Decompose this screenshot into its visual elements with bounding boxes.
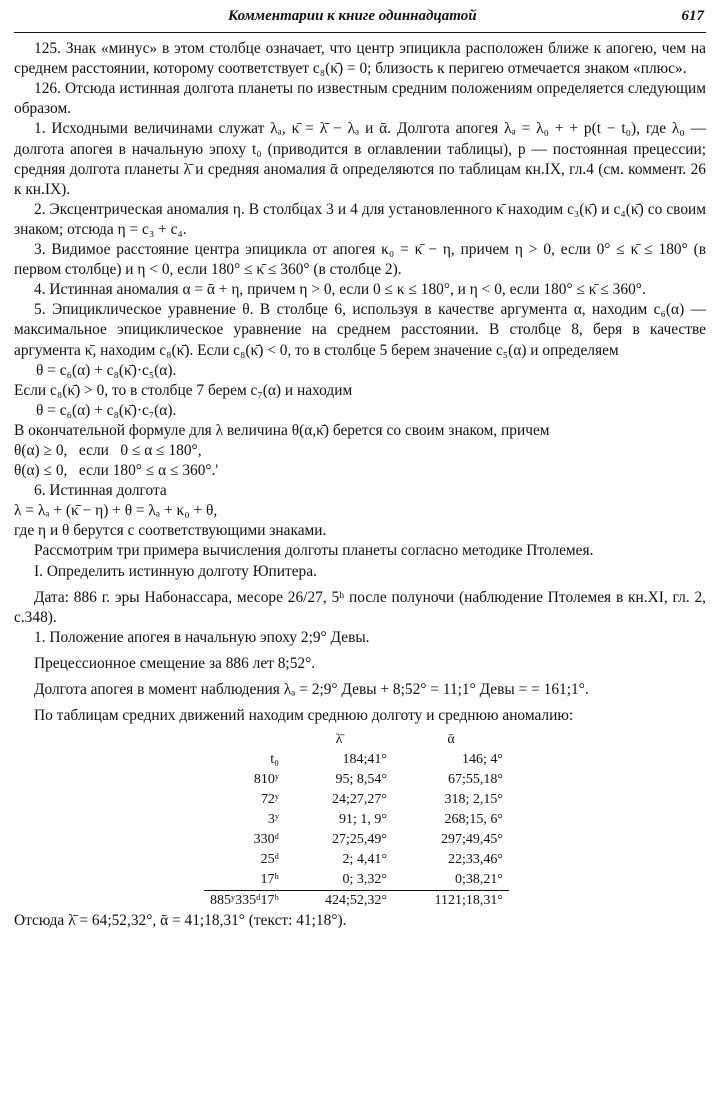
table-cell: 146; 4° [462,752,504,768]
condition-2: θ(α) ≤ 0, если 180° ≤ α ≤ 360°.' [14,462,219,480]
precession-shift: Прецессионное смещение за 886 лет 8;52°. [34,654,316,672]
table-cell: 91; 1, 9° [339,812,388,828]
table-row [204,750,509,770]
table-head-alpha: ᾱ [447,732,455,748]
comment-125: 125. Знак «минус» в этом столбце означает, что центр эпицикла расположен ближе к апогею, чем на среднем расстоянии, которому соответствует c₈(κ̄) = 0; близость к перигею отмечается знаком «плюс». [14,40,706,78]
step-1: 1. Исходными величинами служат λₐ, κ̄ = λ̄ − λₐ и ᾱ. Долгота апогея λₐ = λ₀ + + p(t − t₀), где λ₀ — долгота апогея в начальную эпоху t₀ (приводится в оглавлении таблицы), p — постоянная прецессии; средняя долгота планеты λ̄ и средняя аномалия ᾱ определяются по таблицам кн.IX, гл.4 (см. коммент. 26 к кн.IX). [14,120,706,198]
table-cell: 0; 3,32° [342,872,388,888]
table-cell: 95; 8,54° [335,772,388,788]
apogee-longitude: Долгота апогея в момент наблюдения λₐ = 2;9° Девы + 8;52° = 11;1° Девы = = 161;1°. [34,681,589,698]
table-row [204,790,509,810]
table-cell: 25ᵈ [260,852,280,868]
result-line: Отсюда λ̄ = 64;52,32°, ᾱ = 41;18,31° (текст: 41;18°). [14,912,347,930]
step-3: 3. Видимое расстояние центра эпицикла от апогея κ₀ = κ̄ − η, причем η > 0, если 0° ≤ κ̄ ≤ 180° (в первом столбце) и η < 0, если 180° ≤ κ̄ ≤ 360° (в столбце 2). [14,241,706,279]
table-cell: 330ᵈ [253,832,280,848]
table-cell: 0;38,21° [455,872,504,888]
page-number: 617 [681,8,704,24]
table-cell: 3ʸ [267,812,280,828]
table-total-row [204,891,509,912]
table-cell: 27;25,49° [332,832,388,848]
table-head-label [204,730,285,750]
step-2: 2. Эксцентрическая аномалия η. В столбцах 3 и 4 для установленного κ̄ находим c₃(κ̄) и c₄(κ̄) со своим знаком; отсюда η = c₃ + c₄. [14,200,706,238]
header-rule [14,32,706,33]
table-cell: 72ʸ [260,792,280,808]
examples-intro: Рассмотрим три примера вычисления долготы планеты согласно методике Птолемея. [34,542,594,560]
table-cell: 297;49,45° [441,832,504,848]
table-cell: 24;27,27° [332,792,388,808]
step-5: 5. Эпициклическое уравнение θ. В столбце 6, используя в качестве аргумента α, находим c₆(α) — максимальное эпициклическое уравнение на среднем расстоянии. В столбце 8, беря в качестве аргумента κ̄, находим c₈(κ̄). Если c₈(κ̄) < 0, то в столбце 5 берем значение c₅(α) и определяем [14,301,706,359]
table-head-lambda: λ̄ [335,732,343,748]
final-formula-note: В окончательной формуле для λ величина θ(α,κ̄) берется со своим знаком, причем [14,421,550,439]
mean-motions-intro: По таблицам средних движений находим среднюю долготу и среднюю аномалию: [34,707,574,725]
table-cell: 184;41° [342,752,388,768]
table-row [204,830,509,850]
table-cell: 22;33,46° [448,852,504,868]
formula-theta-2: θ = c₆(α) + c₈(κ̄)·c₇(α). [36,401,177,419]
sign-note: где η и θ берутся с соответствующими знаками. [14,522,327,540]
apogee-epoch: 1. Положение апогея в начальную эпоху 2;9° Девы. [34,628,370,646]
formula-lambda: λ = λₐ + (κ̄ − η) + θ = λₐ + κ₀ + θ, [14,502,218,520]
table-cell: 318; 2,15° [444,792,504,808]
condition-1: θ(α) ≥ 0, если 0 ≤ α ≤ 180°, [14,441,202,459]
step-5-cont: Если c₈(κ̄) > 0, то в столбце 7 берем c₇(α) и находим [14,381,353,399]
step-6: 6. Истинная долгота [34,482,167,500]
running-header [14,6,706,26]
table-cell: 2; 4,41° [342,852,388,868]
example-1-title: I. Определить истинную долготу Юпитера. [34,562,317,580]
table-cell: 268;15, 6° [444,812,504,828]
comment-126: 126. Отсюда истинная долгота планеты по известным средним положениям определяется следующим образом. [14,80,706,118]
header-title: Комментарии к книге одиннадцатой [228,8,477,24]
table-row [204,850,509,870]
table-cell: 67;55,18° [448,772,504,788]
table-row [204,770,509,790]
table-total-lambda: 424;52,32° [285,891,393,912]
table-cell: 17ʰ [260,872,280,888]
table-cell: t₀ [270,752,280,768]
table-total-label: 885ʸ335ᵈ17ʰ [204,891,285,912]
table-cell: 810ʸ [253,772,280,788]
example-1-date: Дата: 886 г. эры Набонассара, месоре 26/27, 5ʰ после полуночи (наблюдение Птолемея в кн.XI, гл. 2, с.348). [14,588,706,626]
table-header-row [204,730,509,750]
table-row [204,810,509,830]
formula-theta-1: θ = c₆(α) + c₈(κ̄)·c₅(α). [36,361,177,379]
mean-motion-table [204,730,509,911]
table-total-alpha: 1121;18,31° [393,891,509,912]
step-4: 4. Истинная аномалия α = ᾱ + η, причем η > 0, если 0 ≤ κ ≤ 180°, и η < 0, если 180° ≤ κ̄ ≤ 360°. [34,281,646,299]
table-row [204,870,509,891]
